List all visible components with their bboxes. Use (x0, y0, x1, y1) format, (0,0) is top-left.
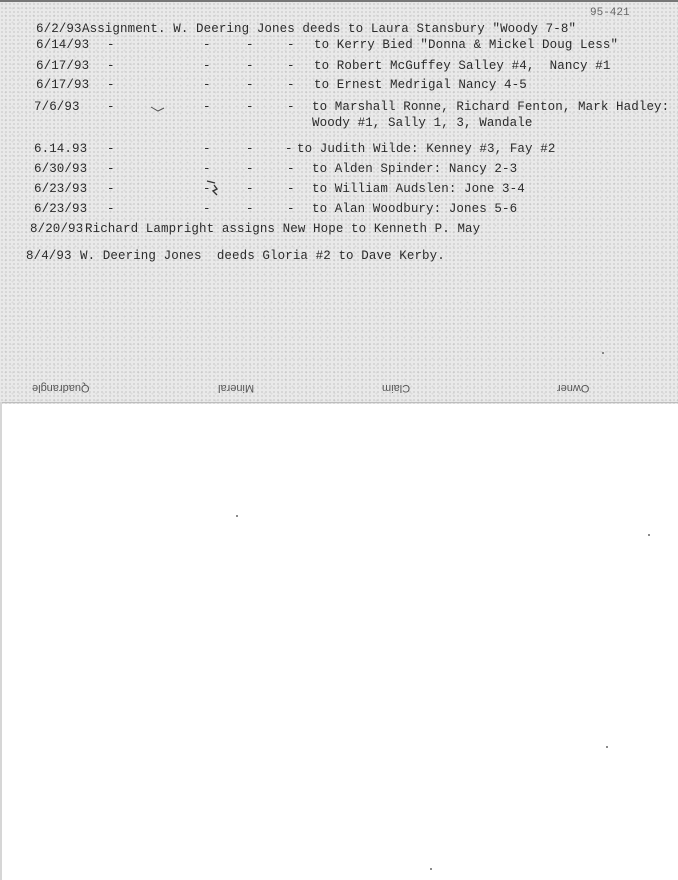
entry-text: to Alden Spinder: Nancy 2-3 (312, 162, 518, 176)
entry-date: 8/4/93 (26, 249, 72, 263)
ditto-mark: - (246, 162, 254, 176)
ditto-mark: - (287, 78, 295, 92)
entry-date: 6/17/93 (36, 59, 90, 73)
ditto-mark: - (246, 142, 254, 156)
pen-mark-icon (206, 176, 222, 198)
ditto-mark: - (287, 202, 295, 216)
ditto-mark: - (246, 38, 254, 52)
entry-date: 7/6/93 (34, 100, 80, 114)
ditto-mark: - (107, 162, 115, 176)
ditto-mark: - (203, 162, 211, 176)
claim-label: Claim (382, 382, 411, 394)
entry-text: to Robert McGuffey Salley #4, Nancy #1 (314, 59, 611, 73)
ditto-mark: - (287, 59, 295, 73)
scan-speck (236, 515, 238, 517)
ditto-mark: - (203, 38, 211, 52)
card-number: 95-421 (590, 7, 630, 19)
entry-date: 6/2/93 (36, 22, 82, 36)
entry-date: 6.14.93 (34, 142, 88, 156)
ditto-mark: - (107, 38, 115, 52)
page-edge-shadow (0, 402, 2, 880)
ditto-mark: - (246, 59, 254, 73)
ditto-mark: - (203, 59, 211, 73)
ditto-mark: - (246, 182, 254, 196)
ditto-mark: - (246, 100, 254, 114)
quadrangle-label: Quadrangle (32, 382, 90, 394)
entry-date: 6/17/93 (36, 78, 90, 92)
entry-text-continued: Woody #1, Sally 1, 3, Wandale (312, 116, 533, 130)
ditto-mark: - (107, 59, 115, 73)
pen-mark-icon (150, 105, 170, 115)
entry-text: to Ernest Medrigal Nancy 4-5 (314, 78, 527, 92)
ditto-mark: - (107, 142, 115, 156)
ditto-mark: - (287, 38, 295, 52)
entry-date: 6/14/93 (36, 38, 90, 52)
ditto-mark: - (107, 78, 115, 92)
entry-text: to William Audslen: Jone 3-4 (312, 182, 525, 196)
ditto-mark: - (246, 78, 254, 92)
entry-text: W. Deering Jones deeds Gloria #2 to Dave Kerby. (80, 249, 445, 263)
ditto-mark: - (287, 162, 295, 176)
entry-text: to Alan Woodbury: Jones 5-6 (312, 202, 518, 216)
ditto-mark: - (285, 142, 293, 156)
ditto-mark: - (203, 78, 211, 92)
ditto-mark: - (107, 202, 115, 216)
mineral-label: Mineral (218, 382, 255, 394)
ditto-mark: - (107, 100, 115, 114)
scan-speck (648, 534, 650, 536)
scan-speck (602, 352, 604, 354)
entry-text: Assignment. W. Deering Jones deeds to Laura Stansbury "Woody 7-8" (82, 22, 577, 36)
entry-date: 8/20/93 (30, 222, 84, 236)
entry-text: to Kerry Bied "Donna & Mickel Doug Less" (314, 38, 619, 52)
ditto-mark: - (246, 202, 254, 216)
ditto-mark: - (287, 100, 295, 114)
entry-text: to Judith Wilde: Kenney #3, Fay #2 (297, 142, 556, 156)
card-edge (0, 402, 678, 403)
owner-label: Owner (557, 382, 590, 394)
scan-speck (430, 868, 432, 870)
record-card (0, 0, 678, 404)
ditto-mark: - (203, 202, 211, 216)
entry-text: to Marshall Ronne, Richard Fenton, Mark Hadley: (312, 100, 670, 114)
ditto-mark: - (287, 182, 295, 196)
entry-date: 6/23/93 (34, 202, 88, 216)
entry-date: 6/23/93 (34, 182, 88, 196)
ditto-mark: - (203, 142, 211, 156)
ditto-mark: - (203, 100, 211, 114)
entry-date: 6/30/93 (34, 162, 88, 176)
entry-text: Richard Lampright assigns New Hope to Kenneth P. May (85, 222, 481, 236)
ditto-mark: - (203, 182, 211, 196)
ditto-mark: - (107, 182, 115, 196)
scan-speck (606, 746, 608, 748)
